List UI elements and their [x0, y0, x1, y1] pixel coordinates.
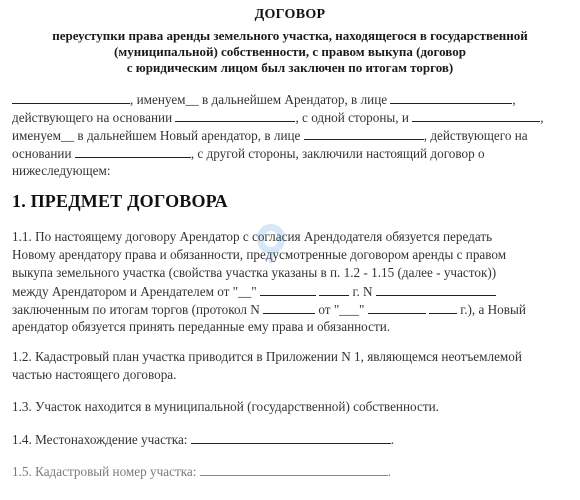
blank-field: [263, 301, 315, 314]
intro-line-2: [12, 109, 544, 126]
blank-field: [368, 301, 426, 314]
section-title: 1. ПРЕДМЕТ ДОГОВОРА: [12, 191, 228, 211]
p11-line-6: арендатор обязуется принять переданные ему права и обязанности.: [12, 319, 391, 334]
p14-line: [12, 431, 394, 448]
p11-text: г. N: [352, 284, 373, 299]
p11-text: заключенным по итогам торгов (протокол N: [12, 302, 260, 317]
intro-text: действующего на основании: [12, 110, 173, 125]
blank-field: [260, 283, 316, 296]
blank-field: [376, 283, 496, 296]
blank-field: [319, 283, 349, 296]
p14-label: 1.4. Местонахождение участка:: [12, 432, 188, 447]
intro-text: , действующего на: [423, 128, 528, 143]
intro-text: , с другой стороны, заключили настоящий договор о: [190, 146, 485, 161]
p15-line: [12, 463, 391, 480]
p14-end: .: [390, 432, 395, 447]
intro-text: основании: [12, 146, 72, 161]
blank-field: [412, 109, 540, 122]
intro-line-1: [12, 91, 516, 108]
p15-label: 1.5. Кадастровый номер участка:: [12, 464, 197, 479]
p11-line-1: 1.1. По настоящему договору Арендатор с согласия Арендодателя обязуется передать: [12, 229, 493, 244]
p12-line-2: частью настоящего договора.: [12, 367, 177, 382]
intro-text: именуем__ в дальнейшем Новый арендатор, в лице: [12, 128, 301, 143]
subtitle-line-3: с юридическим лицом был заключен по итогам торгов): [126, 60, 454, 75]
p12-line-1: 1.2. Кадастровый план участка приводится в Приложении N 1, являющемся неотъемлемой: [12, 349, 522, 364]
p11-line-2: Новому арендатору права и обязанности, предусмотренные договором аренды с правом: [12, 247, 507, 262]
intro-line-5: нижеследующем:: [12, 163, 111, 178]
blank-field: [429, 301, 457, 314]
intro-text: , именуем__ в дальнейшем Арендатор, в лице: [130, 92, 388, 107]
p13-line: 1.3. Участок находится в муниципальной (государственной) собственности.: [12, 399, 439, 414]
intro-text: ,: [540, 110, 544, 125]
document-title: ДОГОВОР: [254, 7, 326, 22]
intro-text: ,: [512, 92, 516, 107]
p11-text: от "___": [318, 302, 365, 317]
p11-line-4: [12, 283, 496, 300]
intro-text: , с одной стороны, и: [295, 110, 409, 125]
p11-line-5: [12, 301, 526, 318]
subtitle-line-2: (муниципальной) собственности, с правом выкупа (договор: [114, 44, 466, 59]
blank-field: [390, 91, 512, 104]
watermark-icon: [254, 222, 288, 264]
intro-line-4: [12, 145, 485, 162]
blank-field: [304, 127, 424, 140]
blank-field: [75, 145, 191, 158]
blank-field: [200, 463, 388, 476]
p15-end: .: [387, 464, 392, 479]
blank-field: [191, 431, 391, 444]
intro-line-3: [12, 127, 528, 144]
p11-text: г.), а Новый: [460, 302, 526, 317]
blank-field: [175, 109, 295, 122]
subtitle-line-1: переуступки права аренды земельного участка, находящегося в государственной: [52, 28, 528, 43]
blank-field: [12, 91, 130, 104]
p11-line-3: выкупа земельного участка (свойства участка указаны в п. 1.2 - 1.15 (далее - участок)): [12, 265, 497, 280]
p11-text: между Арендатором и Арендателем от "__": [12, 284, 257, 299]
